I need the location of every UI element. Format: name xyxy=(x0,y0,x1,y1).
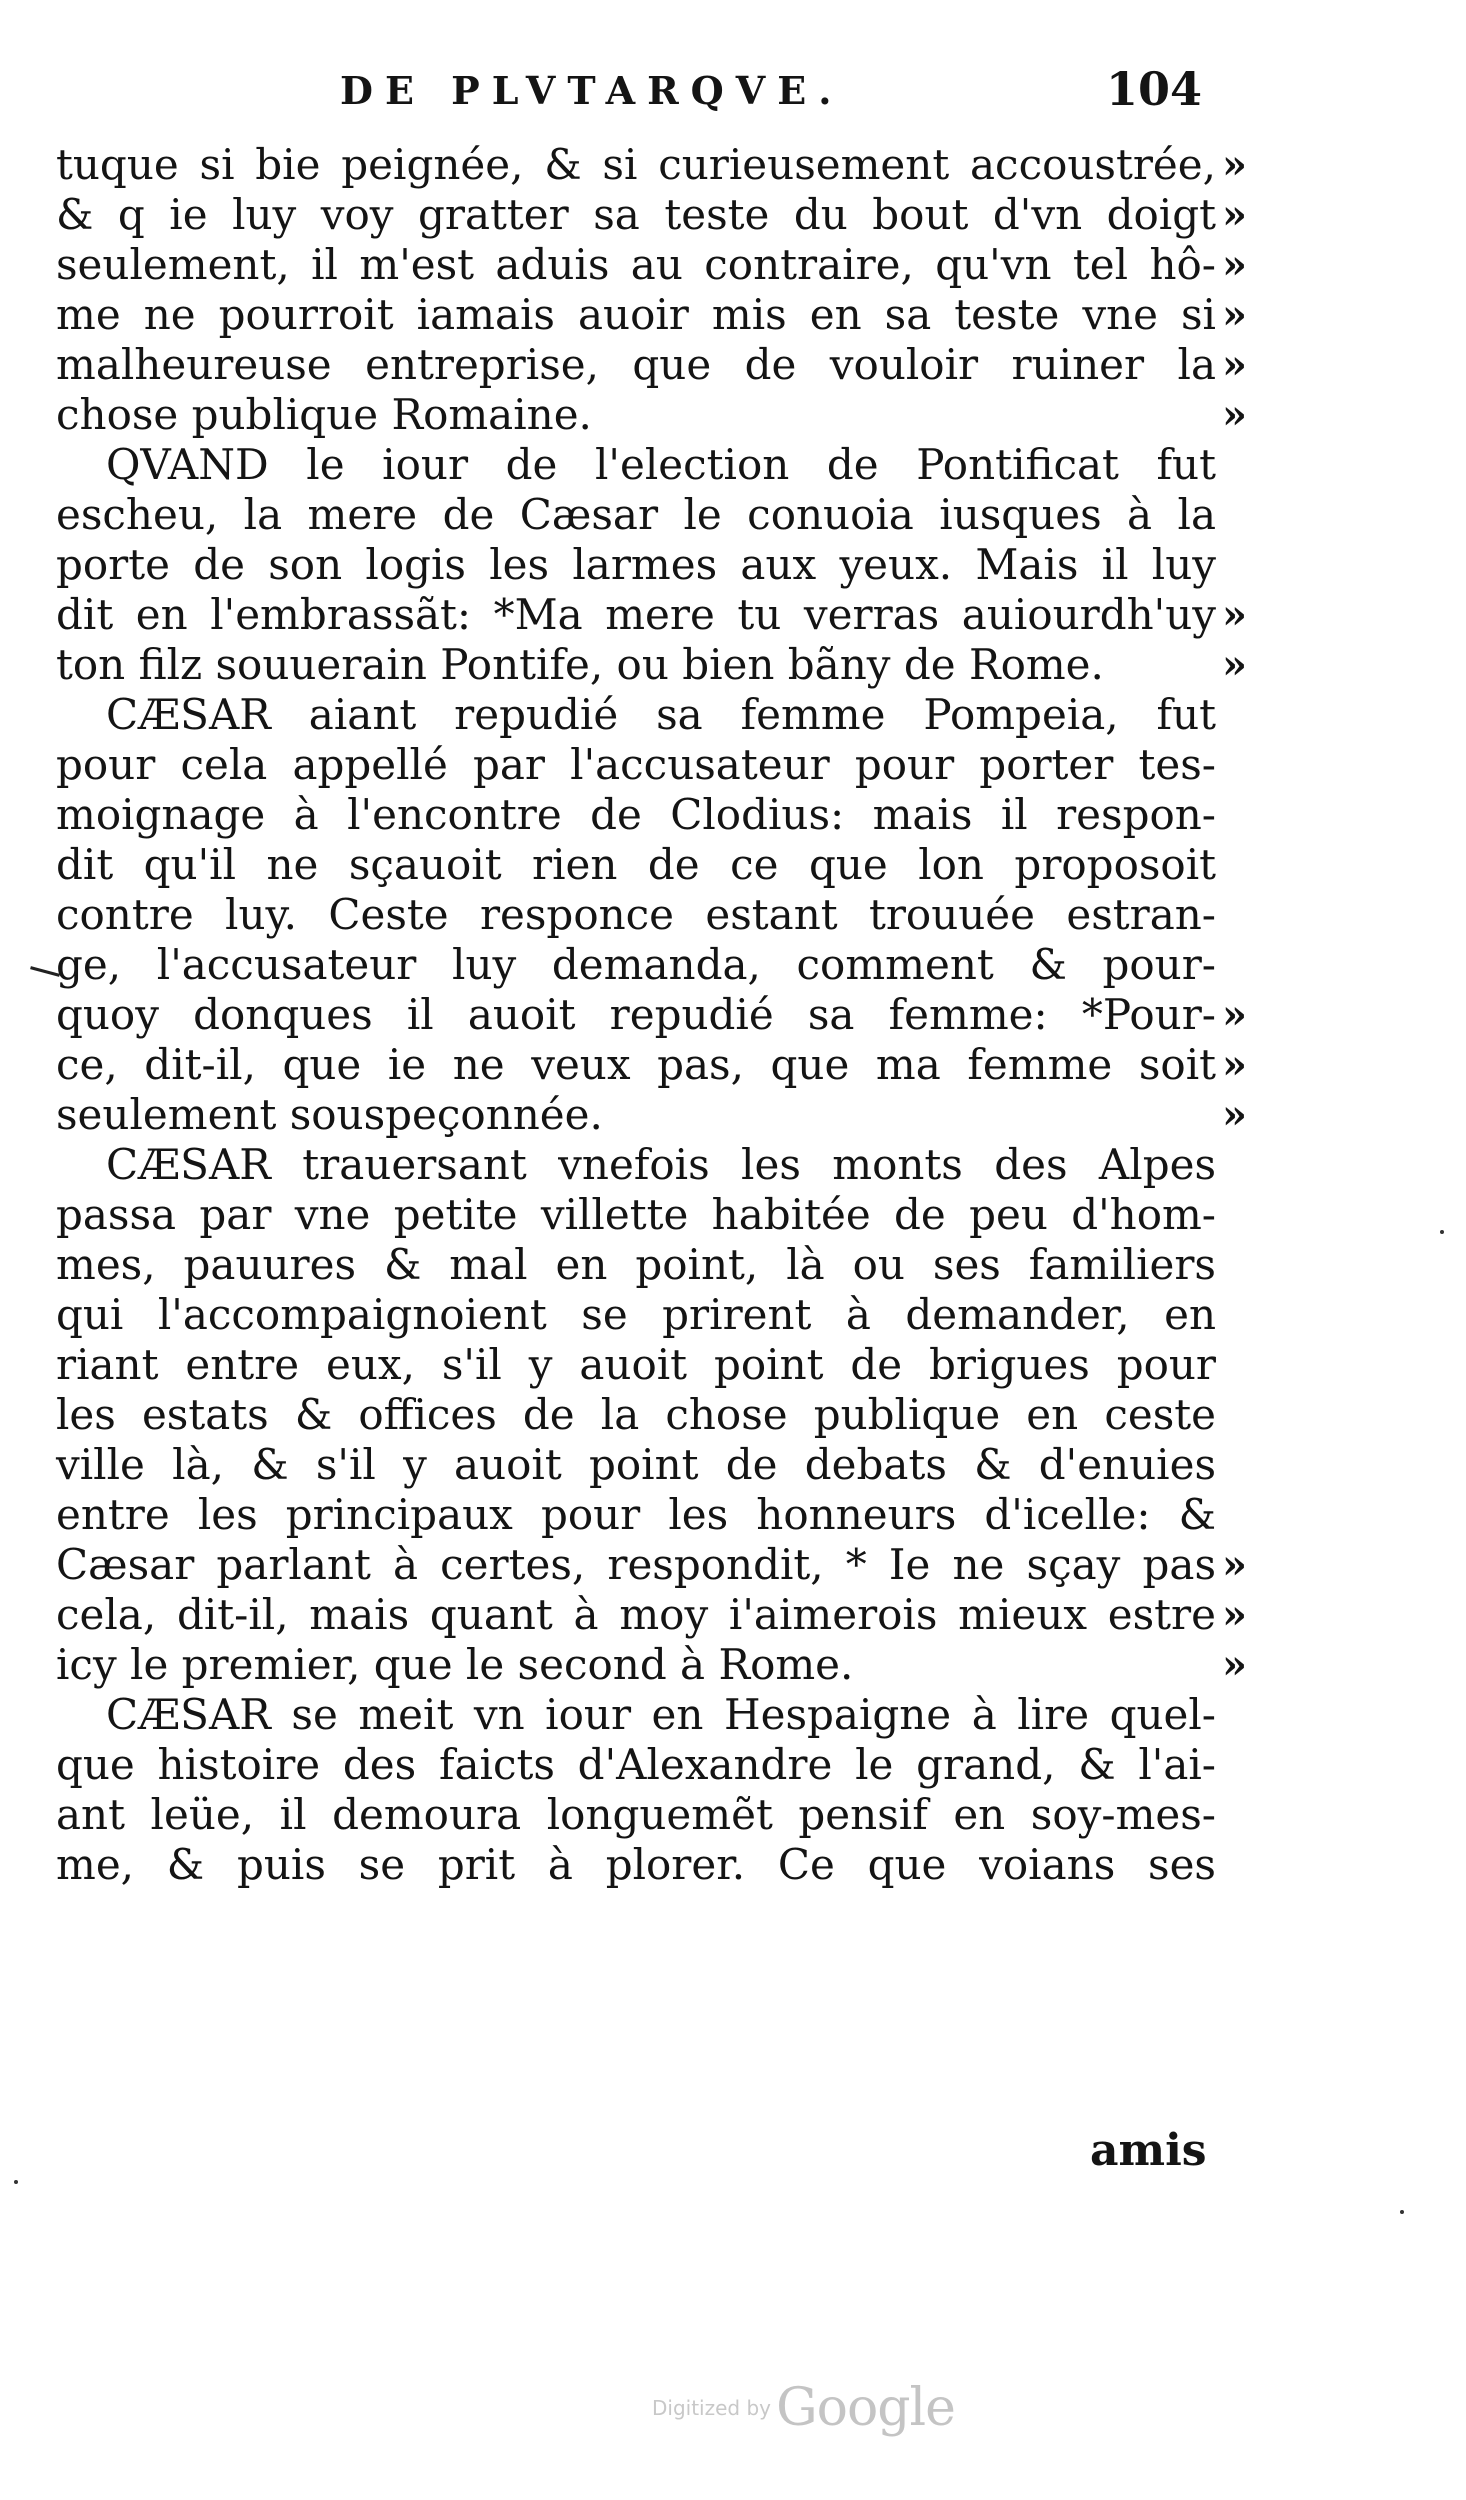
quote-mark: » xyxy=(1222,1541,1247,1588)
quote-mark xyxy=(1222,490,1282,540)
quote-mark xyxy=(1222,690,1282,740)
text-line: riant entre eux, s'il y auoit point de brigues pour xyxy=(56,1340,1216,1389)
text-line: escheu, la mere de Cæsar le conuoia iusques à la xyxy=(56,490,1216,539)
text-line: icy le premier, que le second à Rome. xyxy=(56,1640,854,1689)
text-line: tuque si bie peignée, & si curieusement accoustrée, xyxy=(56,140,1216,189)
paragraph-start-line: CÆSAR trauersant vnefois les monts des Alpes xyxy=(106,1140,1216,1189)
margin-dust-dot xyxy=(14,2180,18,2184)
digitized-by-label: Digitized by xyxy=(652,2396,771,2420)
quote-mark xyxy=(1222,1390,1282,1440)
quote-mark: » xyxy=(1222,1041,1247,1088)
quote-mark: » xyxy=(1222,641,1247,688)
google-logo: Google xyxy=(776,2378,955,2438)
quote-mark xyxy=(1222,1190,1282,1240)
quote-mark xyxy=(1222,1740,1282,1790)
text-line: seulement, il m'est aduis au contraire, qu'vn tel hô- xyxy=(56,240,1216,289)
text-line: ville là, & s'il y auoit point de debats & d'enuies xyxy=(56,1440,1216,1489)
text-line: mes, pauures & mal en point, là ou ses familiers xyxy=(56,1240,1216,1289)
text-line: cela, dit-il, mais quant à moy i'aimerois mieux estre xyxy=(56,1590,1216,1639)
text-line: me, & puis se prit à plorer. Ce que voians ses xyxy=(56,1840,1216,1889)
quote-mark: » xyxy=(1222,1091,1247,1138)
paragraph-start-line: CÆSAR se meit vn iour en Hespaigne à lire quel- xyxy=(106,1690,1216,1739)
quote-mark: » xyxy=(1222,291,1247,338)
text-line: qui l'accompaignoient se prirent à demander, en xyxy=(56,1290,1216,1339)
quote-mark xyxy=(1222,1790,1282,1840)
text-line: seulement souspeçonnée. xyxy=(56,1090,603,1139)
text-line: les estats & offices de la chose publique en ceste xyxy=(56,1390,1216,1439)
text-line: Cæsar parlant à certes, respondit, * Ie ne sçay pas xyxy=(56,1540,1216,1589)
text-line: passa par vne petite villette habitée de peu d'hom- xyxy=(56,1190,1216,1239)
text-line: quoy donques il auoit repudié sa femme: *Pour- xyxy=(56,990,1216,1039)
running-head xyxy=(0,62,1466,132)
text-line: que histoire des faicts d'Alexandre le grand, & l'ai- xyxy=(56,1740,1216,1789)
page-number: 104 xyxy=(1106,62,1203,116)
text-line: malheureuse entreprise, que de vouloir ruiner la xyxy=(56,340,1216,389)
quote-mark xyxy=(1222,1140,1282,1190)
quote-mark: » xyxy=(1222,241,1247,288)
quote-mark xyxy=(1222,1490,1282,1540)
text-line: contre luy. Ceste responce estant trouuée estran- xyxy=(56,890,1216,939)
quote-mark xyxy=(1222,440,1282,490)
text-line: entre les principaux pour les honneurs d'icelle: & xyxy=(56,1490,1216,1539)
quote-mark xyxy=(1222,740,1282,790)
quote-mark xyxy=(1222,790,1282,840)
margin-dust-dot xyxy=(1400,2210,1404,2214)
quote-mark: » xyxy=(1222,341,1247,388)
quote-mark xyxy=(1222,890,1282,940)
quote-mark xyxy=(1222,1290,1282,1340)
body-text xyxy=(56,140,1216,1890)
text-line: ton filz souuerain Pontife, ou bien bãny de Rome. xyxy=(56,640,1104,689)
text-line: dit qu'il ne sçauoit rien de ce que lon proposoit xyxy=(56,840,1216,889)
quote-mark xyxy=(1222,1690,1282,1740)
digitized-by-google-watermark xyxy=(652,2378,955,2438)
quote-mark xyxy=(1222,1240,1282,1290)
quote-mark: » xyxy=(1222,141,1247,188)
quote-mark: » xyxy=(1222,1591,1247,1638)
quote-mark xyxy=(1222,840,1282,890)
quote-mark: » xyxy=(1222,1641,1247,1688)
catchword: amis xyxy=(1090,2125,1207,2176)
text-line: me ne pourroit iamais auoir mis en sa teste vne si xyxy=(56,290,1216,339)
paragraph-start-line: CÆSAR aiant repudié sa femme Pompeia, fut xyxy=(106,690,1216,739)
quote-mark xyxy=(1222,540,1282,590)
text-line: porte de son logis les larmes aux yeux. Mais il luy xyxy=(56,540,1216,589)
quote-mark xyxy=(1222,1440,1282,1490)
quote-mark xyxy=(1222,1340,1282,1390)
running-title: DE PLVTARQVE. xyxy=(340,68,844,113)
quote-mark xyxy=(1222,1840,1282,1890)
text-line: dit en l'embrassãt: *Ma mere tu verras auiourdh'uy xyxy=(56,590,1216,639)
text-line: ce, dit-il, que ie ne veux pas, que ma femme soit xyxy=(56,1040,1216,1089)
quote-mark: » xyxy=(1222,991,1247,1038)
text-line: chose publique Romaine. xyxy=(56,390,592,439)
text-line: pour cela appellé par l'accusateur pour porter tes- xyxy=(56,740,1216,789)
quote-mark xyxy=(1222,940,1282,990)
paragraph-start-line: QVAND le iour de l'election de Pontificat fut xyxy=(106,440,1216,489)
text-line: ant leüe, il demoura longuemẽt pensif en soy-mes- xyxy=(56,1790,1216,1839)
quotation-margin-marks xyxy=(1222,140,1282,1890)
text-line: moignage à l'encontre de Clodius: mais il respon- xyxy=(56,790,1216,839)
text-line: & q ie luy voy gratter sa teste du bout d'vn doigt xyxy=(56,190,1216,239)
quote-mark: » xyxy=(1222,391,1247,438)
margin-dust-dot xyxy=(1440,1230,1444,1234)
quote-mark: » xyxy=(1222,191,1247,238)
text-line: ge, l'accusateur luy demanda, comment & pour- xyxy=(56,940,1216,989)
quote-mark: » xyxy=(1222,591,1247,638)
